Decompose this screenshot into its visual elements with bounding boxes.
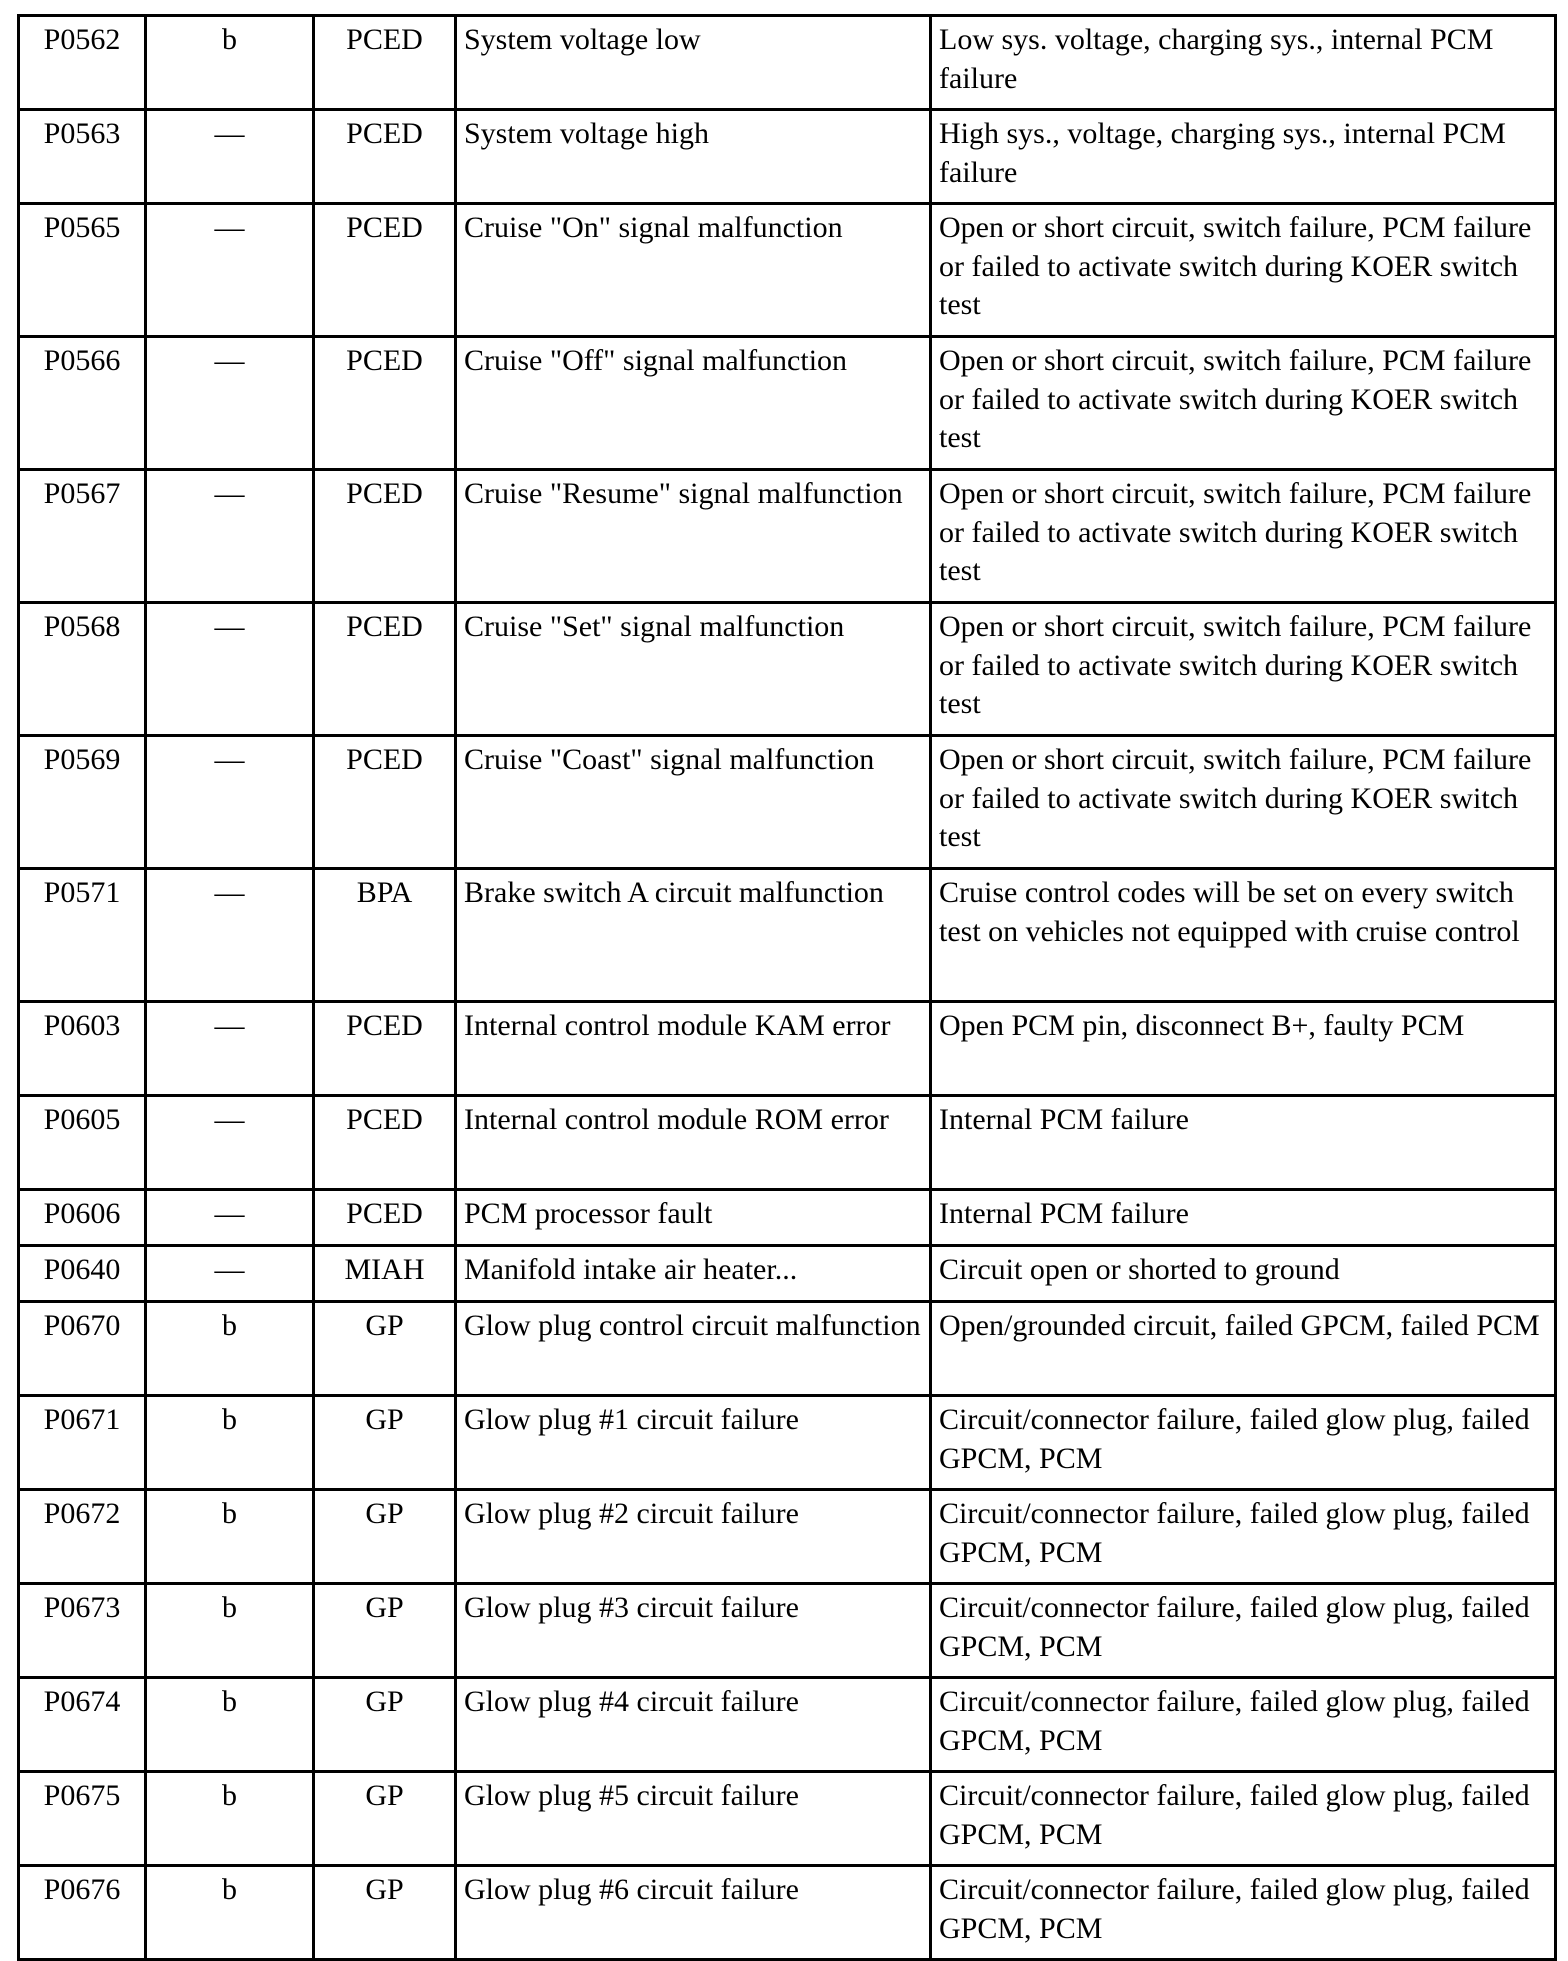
causes-cell: Circuit/connector failure, failed glow plug, failed GPCM, PCM xyxy=(931,1584,1556,1678)
test-cell: PCED xyxy=(314,1002,456,1096)
table-row xyxy=(19,1190,1556,1246)
flag-cell: — xyxy=(146,1096,314,1190)
table-row xyxy=(19,110,1556,204)
causes-cell: Open or short circuit, switch failure, PCM failure or failed to activate switch during KOER switch test xyxy=(931,337,1556,470)
test-cell: PCED xyxy=(314,110,456,204)
dtc-code-cell: P0568 xyxy=(19,603,146,736)
dtc-code-cell: P0566 xyxy=(19,337,146,470)
causes-cell: Open or short circuit, switch failure, PCM failure or failed to activate switch during KOER switch test xyxy=(931,603,1556,736)
dtc-code-cell: P0565 xyxy=(19,204,146,337)
test-cell: GP xyxy=(314,1678,456,1772)
table-row xyxy=(19,603,1556,736)
test-cell: BPA xyxy=(314,869,456,1002)
test-cell: PCED xyxy=(314,603,456,736)
test-cell: GP xyxy=(314,1866,456,1960)
flag-cell: b xyxy=(146,1678,314,1772)
dtc-code-cell: P0569 xyxy=(19,736,146,869)
dtc-code-cell: P0670 xyxy=(19,1302,146,1396)
test-cell: PCED xyxy=(314,337,456,470)
dtc-code-cell: P0567 xyxy=(19,470,146,603)
flag-cell: b xyxy=(146,1866,314,1960)
causes-cell: Internal PCM failure xyxy=(931,1096,1556,1190)
table-row xyxy=(19,1772,1556,1866)
table-row xyxy=(19,1002,1556,1096)
flag-cell: — xyxy=(146,337,314,470)
causes-cell: Open PCM pin, disconnect B+, faulty PCM xyxy=(931,1002,1556,1096)
flag-cell: — xyxy=(146,1246,314,1302)
test-cell: MIAH xyxy=(314,1246,456,1302)
causes-cell: Circuit open or shorted to ground xyxy=(931,1246,1556,1302)
description-cell: Glow plug control circuit malfunction xyxy=(456,1302,931,1396)
table-row xyxy=(19,1246,1556,1302)
table-row xyxy=(19,1678,1556,1772)
description-cell: Cruise "On" signal malfunction xyxy=(456,204,931,337)
test-cell: GP xyxy=(314,1396,456,1490)
test-cell: PCED xyxy=(314,470,456,603)
table-row xyxy=(19,470,1556,603)
description-cell: Glow plug #2 circuit failure xyxy=(456,1490,931,1584)
flag-cell: b xyxy=(146,1490,314,1584)
dtc-code-cell: P0605 xyxy=(19,1096,146,1190)
causes-cell: Internal PCM failure xyxy=(931,1190,1556,1246)
causes-cell: Circuit/connector failure, failed glow plug, failed GPCM, PCM xyxy=(931,1490,1556,1584)
test-cell: PCED xyxy=(314,1096,456,1190)
dtc-code-cell: P0674 xyxy=(19,1678,146,1772)
flag-cell: b xyxy=(146,1584,314,1678)
description-cell: Brake switch A circuit malfunction xyxy=(456,869,931,1002)
causes-cell: Open or short circuit, switch failure, PCM failure or failed to activate switch during KOER switch test xyxy=(931,204,1556,337)
flag-cell: — xyxy=(146,204,314,337)
test-cell: PCED xyxy=(314,204,456,337)
dtc-table xyxy=(17,14,1557,1961)
flag-cell: — xyxy=(146,1190,314,1246)
dtc-code-cell: P0563 xyxy=(19,110,146,204)
table-row xyxy=(19,1302,1556,1396)
flag-cell: — xyxy=(146,470,314,603)
causes-cell: Circuit/connector failure, failed glow plug, failed GPCM, PCM xyxy=(931,1678,1556,1772)
table-row xyxy=(19,1096,1556,1190)
dtc-code-cell: P0675 xyxy=(19,1772,146,1866)
flag-cell: — xyxy=(146,869,314,1002)
dtc-code-cell: P0676 xyxy=(19,1866,146,1960)
table-row xyxy=(19,16,1556,110)
dtc-code-cell: P0671 xyxy=(19,1396,146,1490)
table-row xyxy=(19,1866,1556,1960)
flag-cell: — xyxy=(146,736,314,869)
description-cell: Glow plug #5 circuit failure xyxy=(456,1772,931,1866)
table-row xyxy=(19,337,1556,470)
dtc-code-cell: P0571 xyxy=(19,869,146,1002)
causes-cell: Circuit/connector failure, failed glow plug, failed GPCM, PCM xyxy=(931,1772,1556,1866)
causes-cell: Cruise control codes will be set on every switch test on vehicles not equipped with cruise control xyxy=(931,869,1556,1002)
description-cell: Internal control module KAM error xyxy=(456,1002,931,1096)
causes-cell: Circuit/connector failure, failed glow plug, failed GPCM, PCM xyxy=(931,1866,1556,1960)
test-cell: GP xyxy=(314,1584,456,1678)
flag-cell: b xyxy=(146,1772,314,1866)
description-cell: System voltage high xyxy=(456,110,931,204)
table-row xyxy=(19,1490,1556,1584)
dtc-code-cell: P0603 xyxy=(19,1002,146,1096)
flag-cell: b xyxy=(146,1302,314,1396)
causes-cell: Circuit/connector failure, failed glow plug, failed GPCM, PCM xyxy=(931,1396,1556,1490)
flag-cell: b xyxy=(146,16,314,110)
dtc-code-cell: P0606 xyxy=(19,1190,146,1246)
table-row xyxy=(19,736,1556,869)
description-cell: System voltage low xyxy=(456,16,931,110)
flag-cell: — xyxy=(146,1002,314,1096)
flag-cell: b xyxy=(146,1396,314,1490)
test-cell: PCED xyxy=(314,1190,456,1246)
description-cell: Glow plug #6 circuit failure xyxy=(456,1866,931,1960)
description-cell: PCM processor fault xyxy=(456,1190,931,1246)
dtc-code-cell: P0673 xyxy=(19,1584,146,1678)
description-cell: Cruise "Coast" signal malfunction xyxy=(456,736,931,869)
dtc-code-cell: P0672 xyxy=(19,1490,146,1584)
flag-cell: — xyxy=(146,110,314,204)
flag-cell: — xyxy=(146,603,314,736)
test-cell: GP xyxy=(314,1302,456,1396)
causes-cell: Open or short circuit, switch failure, PCM failure or failed to activate switch during KOER switch test xyxy=(931,736,1556,869)
test-cell: GP xyxy=(314,1772,456,1866)
causes-cell: High sys., voltage, charging sys., internal PCM failure xyxy=(931,110,1556,204)
description-cell: Glow plug #1 circuit failure xyxy=(456,1396,931,1490)
table-row xyxy=(19,1396,1556,1490)
description-cell: Manifold intake air heater... xyxy=(456,1246,931,1302)
description-cell: Cruise "Resume" signal malfunction xyxy=(456,470,931,603)
test-cell: PCED xyxy=(314,736,456,869)
table-row xyxy=(19,204,1556,337)
description-cell: Internal control module ROM error xyxy=(456,1096,931,1190)
description-cell: Cruise "Set" signal malfunction xyxy=(456,603,931,736)
description-cell: Glow plug #3 circuit failure xyxy=(456,1584,931,1678)
causes-cell: Open or short circuit, switch failure, PCM failure or failed to activate switch during KOER switch test xyxy=(931,470,1556,603)
dtc-code-cell: P0640 xyxy=(19,1246,146,1302)
causes-cell: Open/grounded circuit, failed GPCM, failed PCM xyxy=(931,1302,1556,1396)
description-cell: Glow plug #4 circuit failure xyxy=(456,1678,931,1772)
causes-cell: Low sys. voltage, charging sys., internal PCM failure xyxy=(931,16,1556,110)
test-cell: PCED xyxy=(314,16,456,110)
test-cell: GP xyxy=(314,1490,456,1584)
description-cell: Cruise "Off" signal malfunction xyxy=(456,337,931,470)
table-row xyxy=(19,869,1556,1002)
dtc-code-cell: P0562 xyxy=(19,16,146,110)
table-row xyxy=(19,1584,1556,1678)
